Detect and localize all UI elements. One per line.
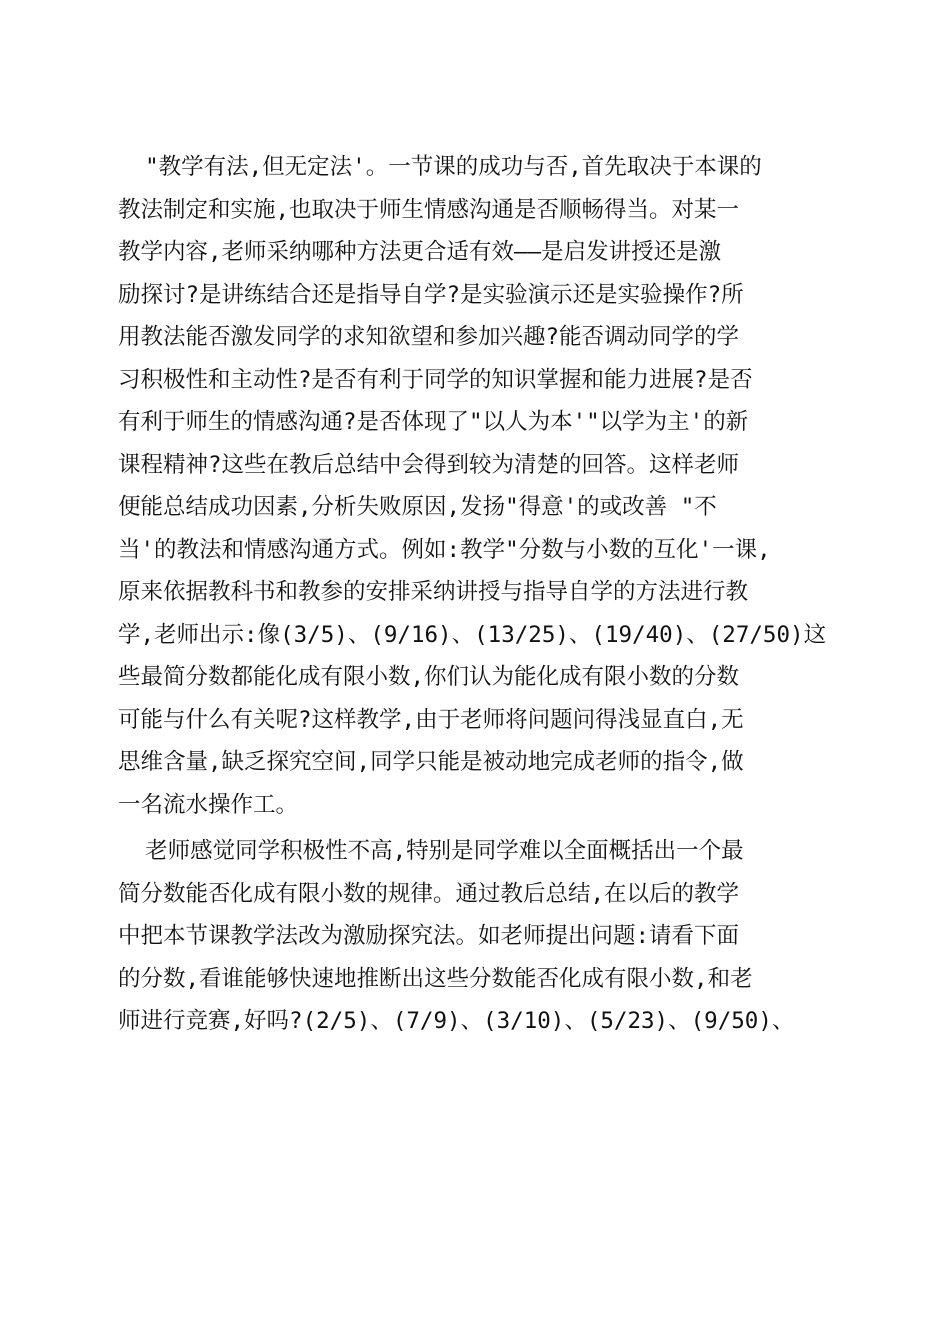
document-body <box>118 146 848 1043</box>
text-line: 学,老师出示:像(3/5)、(9/16)、(13/25)、(19/40)、(27/50)这 <box>118 621 827 648</box>
text-line: 习积极性和主动性?是否有利于同学的知识掌握和能力进展?是否 <box>118 366 753 393</box>
text-line: 中把本节课教学法改为激励探究法。如老师提出问题:请看下面 <box>118 923 740 949</box>
text-line: 课程精神?这些在教后总结中会得到较为清楚的回答。这样老师 <box>118 451 740 478</box>
text-line: 当'的教法和情感沟通方式。例如:教学"分数与小数的互化'一课, <box>118 536 771 563</box>
text-line: 用教法能否激发同学的求知欲望和参加兴趣?能否调动同学的学 <box>118 324 740 350</box>
text-line: 原来依据教科书和教参的安排采纳讲授与指导自学的方法进行教 <box>118 579 749 605</box>
paragraph-1 <box>118 146 848 826</box>
text-line: 师进行竞赛,好吗?(2/5)、(7/9)、(3/10)、(5/23)、(9/50)、 <box>118 1008 795 1034</box>
text-line: 些最简分数都能化成有限小数,你们认为能化成有限小数的分数 <box>118 664 740 690</box>
text-line: "教学有法,但无定法'。一节课的成功与否,首先取决于本课的 <box>118 154 762 180</box>
text-line: 可能与什么有关呢?这样教学,由于老师将问题问得浅显直白,无 <box>118 706 744 733</box>
text-line: 简分数能否化成有限小数的规律。通过教后总结,在以后的教学 <box>118 880 740 907</box>
text-line: 便能总结成功因素,分析失败原因,发扬"得意'的或改善 "不 <box>118 494 717 520</box>
text-line: 励探讨?是讲练结合还是指导自学?是实验演示还是实验操作?所 <box>118 281 744 308</box>
text-line: 有利于师生的情感沟通?是否体现了"以人为本'"以学为主'的新 <box>118 409 749 435</box>
text-line: 教学内容,老师采纳哪种方法更合适有效——是启发讲授还是激 <box>118 239 722 265</box>
text-line: 思维含量,缺乏探究空间,同学只能是被动地完成老师的指令,做 <box>118 749 744 775</box>
text-line: 的分数,看谁能够快速地推断出这些分数能否化成有限小数,和老 <box>118 965 753 992</box>
paragraph-2 <box>118 830 848 1043</box>
text-line: 一名流水操作工。 <box>118 791 299 818</box>
text-line: 老师感觉同学积极性不高,特别是同学难以全面概括出一个最 <box>118 838 744 864</box>
text-line: 教法制定和实施,也取决于师生情感沟通是否顺畅得当。对某一 <box>118 196 740 223</box>
